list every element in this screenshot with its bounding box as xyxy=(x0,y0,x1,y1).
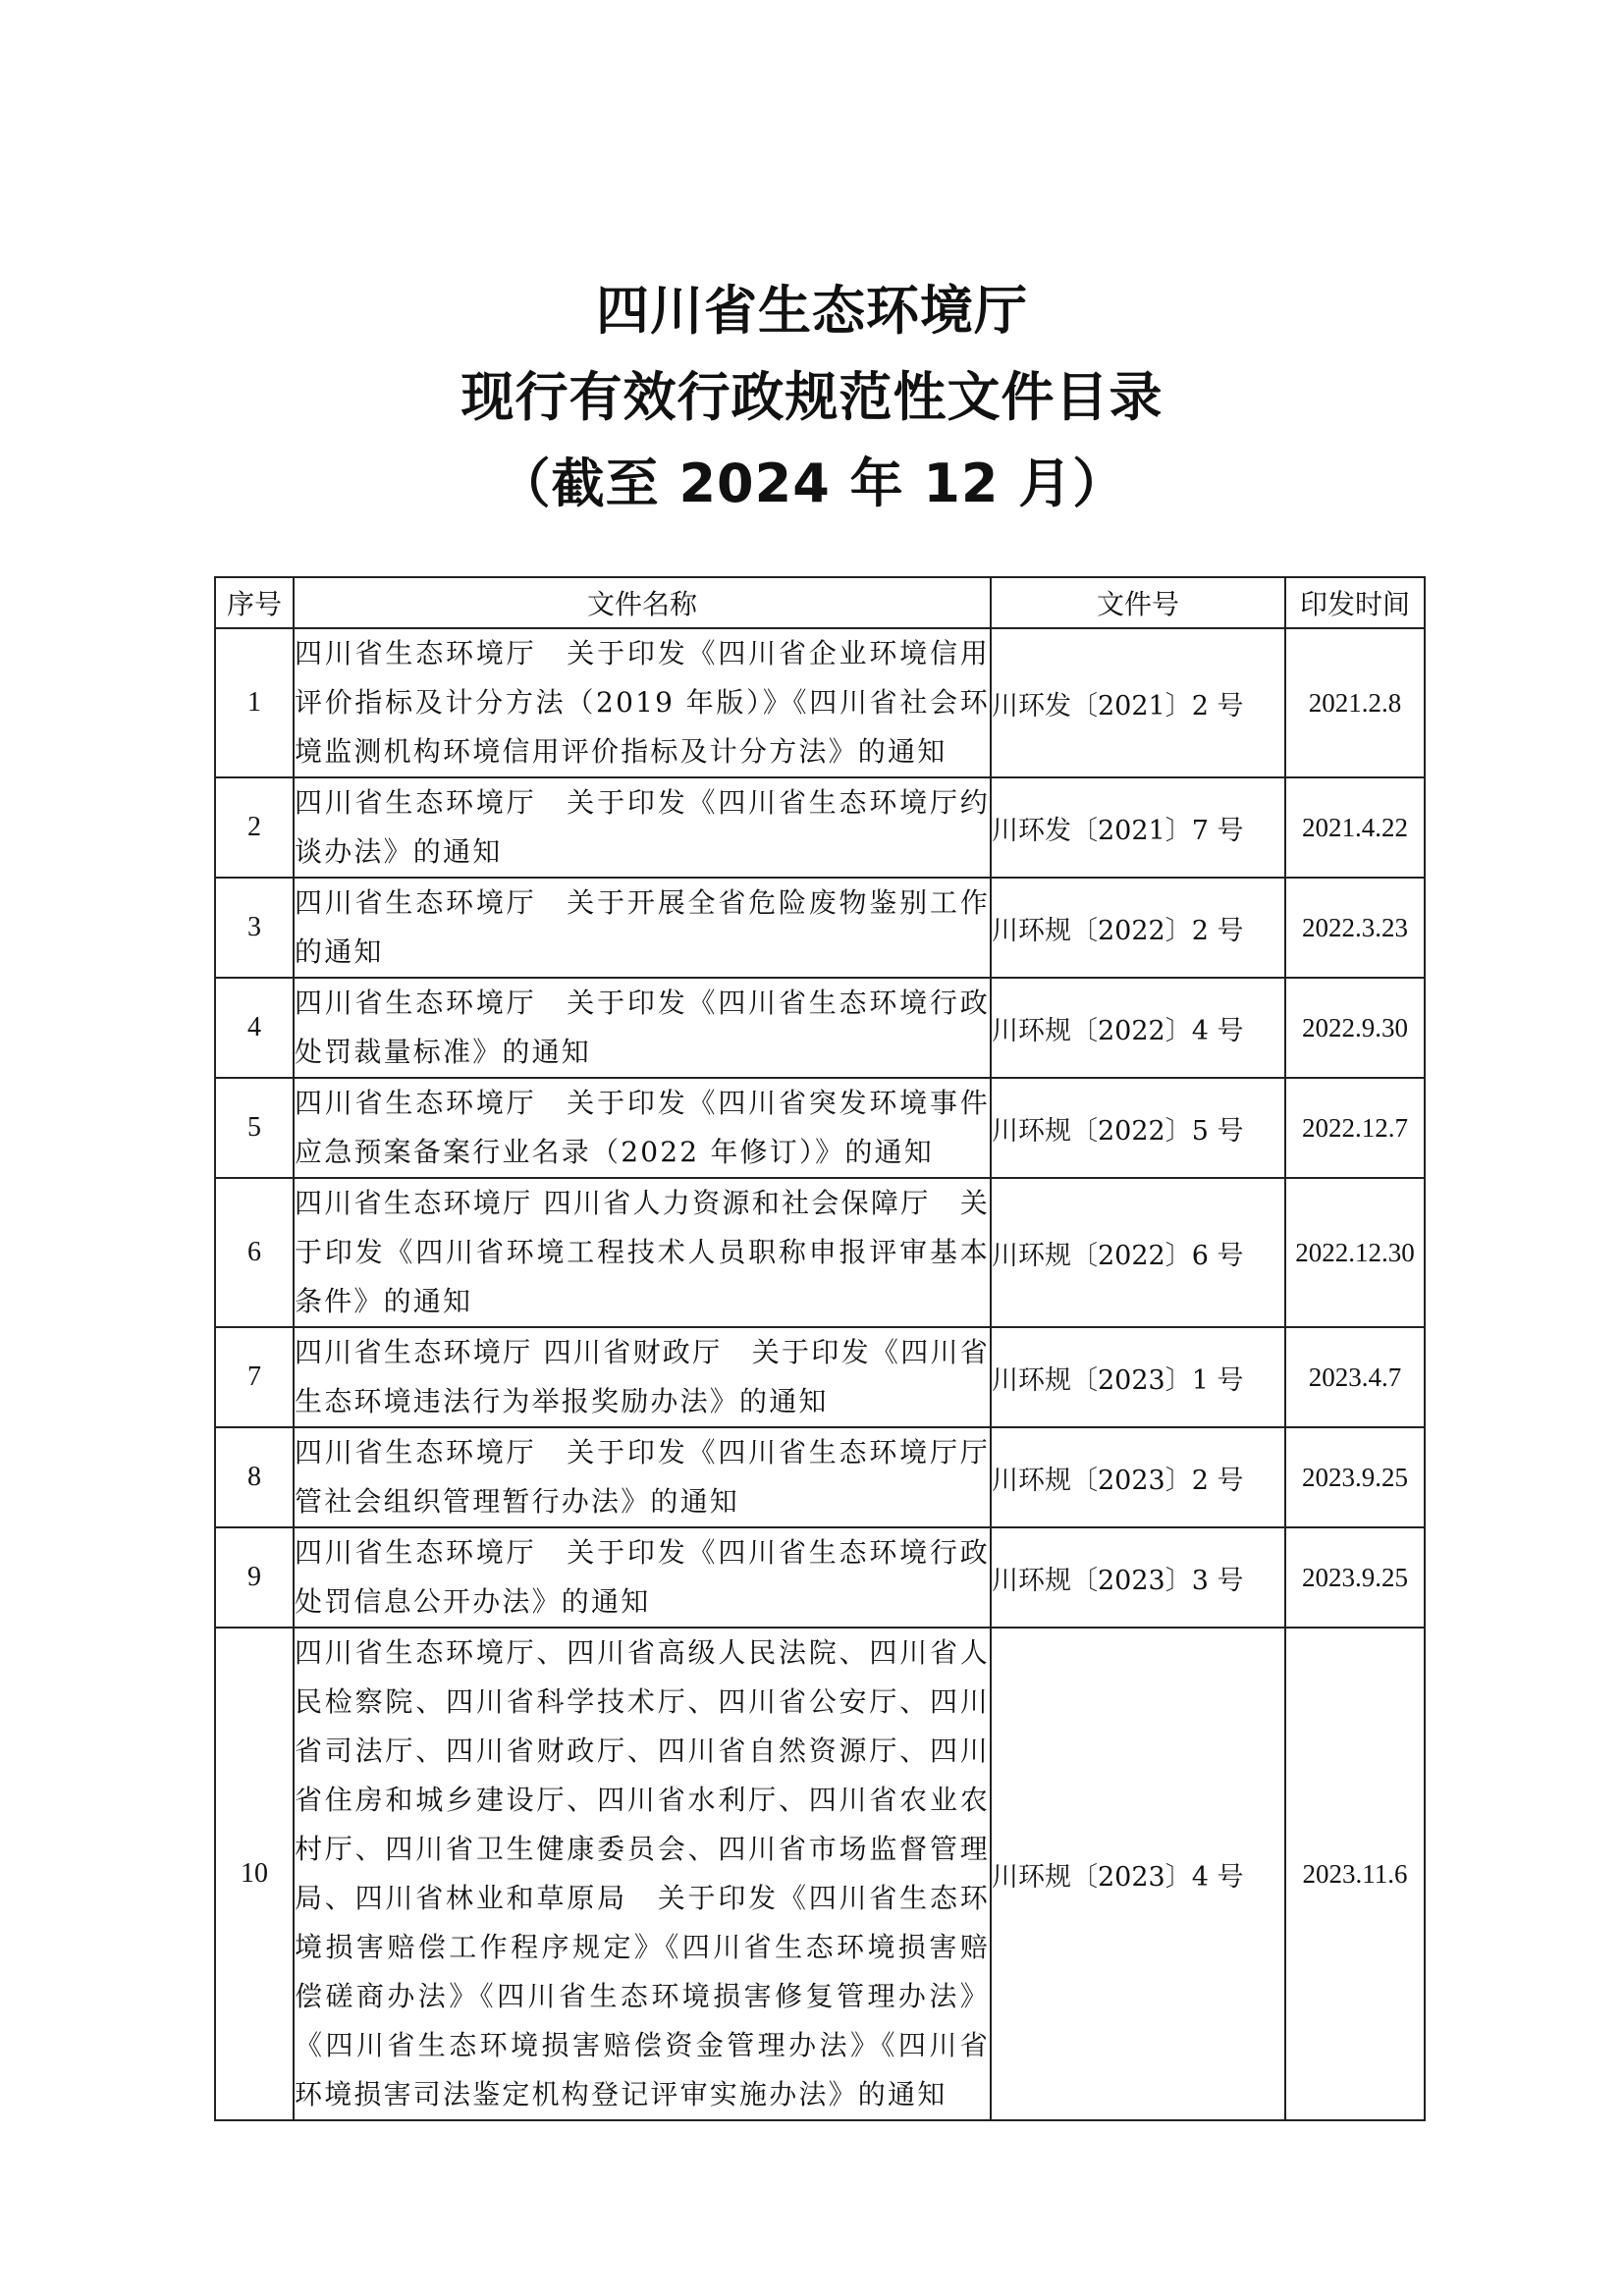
document-title xyxy=(0,280,1624,536)
document-code: 川环发〔2021〕7 号 xyxy=(991,777,1285,878)
row-number: 1 xyxy=(215,628,294,777)
document-code: 川环规〔2023〕3 号 xyxy=(991,1527,1285,1628)
header-date: 印发时间 xyxy=(1285,577,1425,628)
row-number: 5 xyxy=(215,1078,294,1178)
document-code: 川环规〔2023〕2 号 xyxy=(991,1427,1285,1527)
row-number: 7 xyxy=(215,1327,294,1427)
row-number: 9 xyxy=(215,1527,294,1628)
document-name: 四川省生态环境厅 四川省人力资源和社会保障厅 关于印发《四川省环境工程技术人员职称申报评审基本条件》的通知 xyxy=(294,1178,991,1327)
document-name: 四川省生态环境厅 关于印发《四川省企业环境信用评价指标及计分方法（2019 年版）》《四川省社会环境监测机构环境信用评价指标及计分方法》的通知 xyxy=(294,628,991,777)
issue-date: 2023.4.7 xyxy=(1285,1327,1425,1427)
issue-date: 2022.12.7 xyxy=(1285,1078,1425,1178)
header-code: 文件号 xyxy=(991,577,1285,628)
table-row xyxy=(215,1078,1425,1178)
table-row xyxy=(215,1527,1425,1628)
issue-date: 2021.4.22 xyxy=(1285,777,1425,878)
issue-date: 2022.3.23 xyxy=(1285,878,1425,978)
issue-date: 2021.2.8 xyxy=(1285,628,1425,777)
document-name: 四川省生态环境厅、四川省高级人民法院、四川省人民检察院、四川省科学技术厅、四川省公安厅、四川省司法厅、四川省财政厅、四川省自然资源厅、四川省住房和城乡建设厅、四川省水利厅、四川省农业农村厅、四川省卫生健康委员会、四川省市场监督管理局、四川省林业和草原局 关于印发《四川省生态环境损害赔偿工作程序规定》《四川省生态环境损害赔偿磋商办法》《四川省生态环境损害修复管理办法》《四川省生态环境损害赔偿资金管理办法》《四川省环境损害司法鉴定机构登记评审实施办法》的通知 xyxy=(294,1628,991,2120)
header-name: 文件名称 xyxy=(294,577,991,628)
table-row xyxy=(215,1178,1425,1327)
document-name: 四川省生态环境厅 关于印发《四川省生态环境厅约谈办法》的通知 xyxy=(294,777,991,878)
title-line-2: 现行有效行政规范性文件目录 xyxy=(460,366,1164,428)
table-row xyxy=(215,978,1425,1078)
document-code: 川环规〔2022〕4 号 xyxy=(991,978,1285,1078)
document-name: 四川省生态环境厅 四川省财政厅 关于印发《四川省生态环境违法行为举报奖励办法》的通知 xyxy=(294,1327,991,1427)
table-row xyxy=(215,878,1425,978)
row-number: 3 xyxy=(215,878,294,978)
document-code: 川环规〔2023〕4 号 xyxy=(991,1628,1285,2120)
document-name: 四川省生态环境厅 关于印发《四川省生态环境行政处罚信息公开办法》的通知 xyxy=(294,1527,991,1628)
table-row xyxy=(215,1327,1425,1427)
table-row xyxy=(215,777,1425,878)
document-list-table xyxy=(214,576,1426,2121)
table-header-row xyxy=(215,577,1425,628)
issue-date: 2022.9.30 xyxy=(1285,978,1425,1078)
issue-date: 2023.9.25 xyxy=(1285,1427,1425,1527)
row-number: 6 xyxy=(215,1178,294,1327)
title-line-3: （截至 2024 年 12 月） xyxy=(497,453,1127,514)
document-name: 四川省生态环境厅 关于印发《四川省突发环境事件应急预案备案行业名录（2022 年修订）》的通知 xyxy=(294,1078,991,1178)
document-code: 川环规〔2022〕5 号 xyxy=(991,1078,1285,1178)
document-code: 川环规〔2022〕6 号 xyxy=(991,1178,1285,1327)
issue-date: 2023.9.25 xyxy=(1285,1527,1425,1628)
table-row xyxy=(215,1427,1425,1527)
issue-date: 2023.11.6 xyxy=(1285,1628,1425,2120)
row-number: 4 xyxy=(215,978,294,1078)
header-num: 序号 xyxy=(215,577,294,628)
title-line-1: 四川省生态环境厅 xyxy=(596,280,1028,342)
document-code: 川环规〔2023〕1 号 xyxy=(991,1327,1285,1427)
document-code: 川环发〔2021〕2 号 xyxy=(991,628,1285,777)
table-row xyxy=(215,628,1425,777)
row-number: 2 xyxy=(215,777,294,878)
row-number: 8 xyxy=(215,1427,294,1527)
document-name: 四川省生态环境厅 关于印发《四川省生态环境厅厅管社会组织管理暂行办法》的通知 xyxy=(294,1427,991,1527)
issue-date: 2022.12.30 xyxy=(1285,1178,1425,1327)
document-name: 四川省生态环境厅 关于印发《四川省生态环境行政处罚裁量标准》的通知 xyxy=(294,978,991,1078)
document-name: 四川省生态环境厅 关于开展全省危险废物鉴别工作的通知 xyxy=(294,878,991,978)
table-row xyxy=(215,1628,1425,2120)
document-code: 川环规〔2022〕2 号 xyxy=(991,878,1285,978)
row-number: 10 xyxy=(215,1628,294,2120)
